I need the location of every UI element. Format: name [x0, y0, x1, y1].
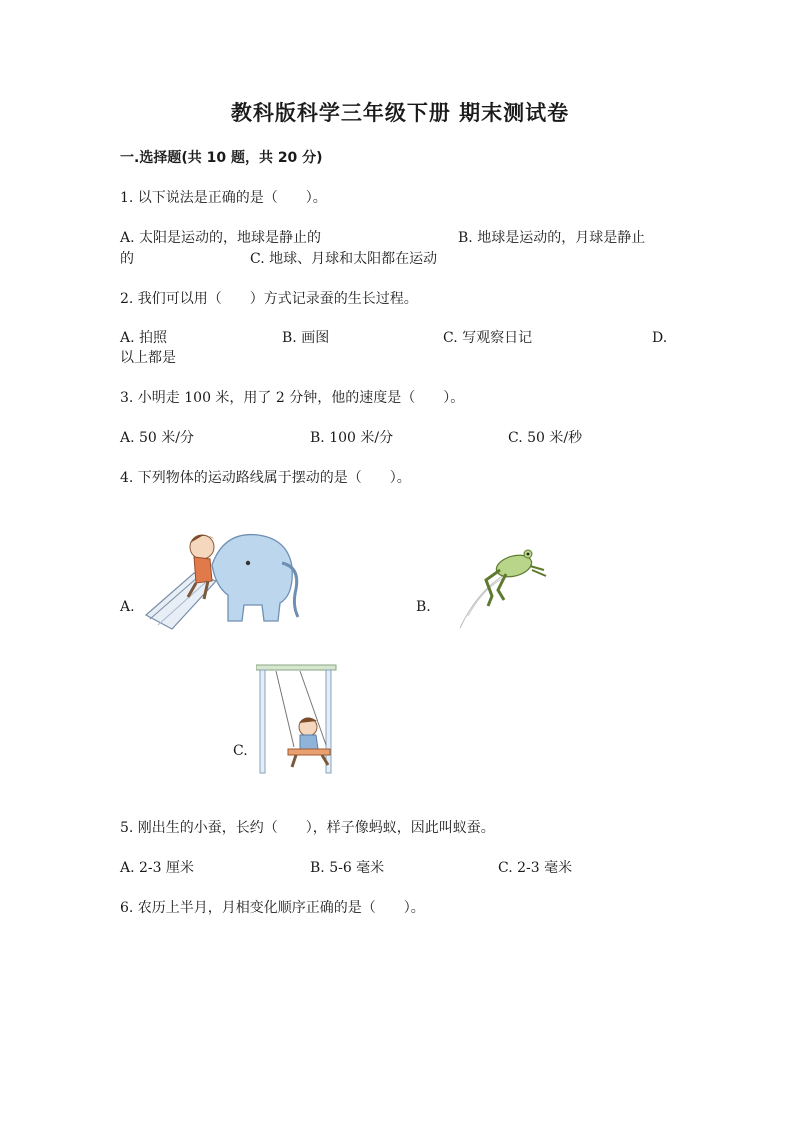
question-2-option-d[interactable]: D. [652, 330, 668, 346]
question-5-option-b[interactable]: B. 5-6 毫米 [310, 860, 385, 876]
frog-illustration [458, 540, 548, 632]
swing-illustration [256, 663, 342, 775]
question-4-option-c[interactable]: C. [233, 743, 248, 759]
question-1-option-a[interactable]: A. 太阳是运动的，地球是静止的 [120, 230, 322, 246]
question-6-stem: 6. 农历上半月，月相变化顺序正确的是（ ）。 [120, 900, 425, 916]
question-3-option-c[interactable]: C. 50 米/秒 [508, 430, 583, 446]
question-2-option-c[interactable]: C. 写观察日记 [443, 330, 533, 346]
question-5-option-c[interactable]: C. 2-3 毫米 [498, 860, 573, 876]
question-4-option-b[interactable]: B. [416, 599, 431, 615]
question-1-option-b-wrap: 的 [120, 251, 134, 267]
question-5-option-a[interactable]: A. 2-3 厘米 [120, 860, 195, 876]
slide-illustration [142, 525, 302, 637]
question-2-option-d-text: 以上都是 [120, 350, 176, 366]
section-heading: 一.选择题(共 10 题，共 20 分) [120, 150, 323, 166]
question-1-option-b[interactable]: B. 地球是运动的，月球是静止 [458, 230, 646, 246]
question-4-option-a[interactable]: A. [120, 599, 135, 615]
question-3-stem: 3. 小明走 100 米，用了 2 分钟，他的速度是（ ）。 [120, 390, 465, 406]
question-1-stem: 1. 以下说法是正确的是（ ）。 [120, 190, 327, 206]
question-1-option-c[interactable]: C. 地球、月球和太阳都在运动 [250, 251, 438, 267]
question-3-option-a[interactable]: A. 50 米/分 [120, 430, 194, 446]
question-2-option-b[interactable]: B. 画图 [282, 330, 330, 346]
question-5-stem: 5. 刚出生的小蚕，长约（ ），样子像蚂蚁，因此叫蚁蚕。 [120, 820, 495, 836]
page-title: 教科版科学三年级下册 期末测试卷 [230, 101, 570, 125]
question-4-stem: 4. 下列物体的运动路线属于摆动的是（ ）。 [120, 470, 411, 486]
question-3-option-b[interactable]: B. 100 米/分 [310, 430, 394, 446]
question-2-option-a[interactable]: A. 拍照 [120, 330, 168, 346]
question-2-stem: 2. 我们可以用（ ）方式记录蚕的生长过程。 [120, 291, 418, 307]
